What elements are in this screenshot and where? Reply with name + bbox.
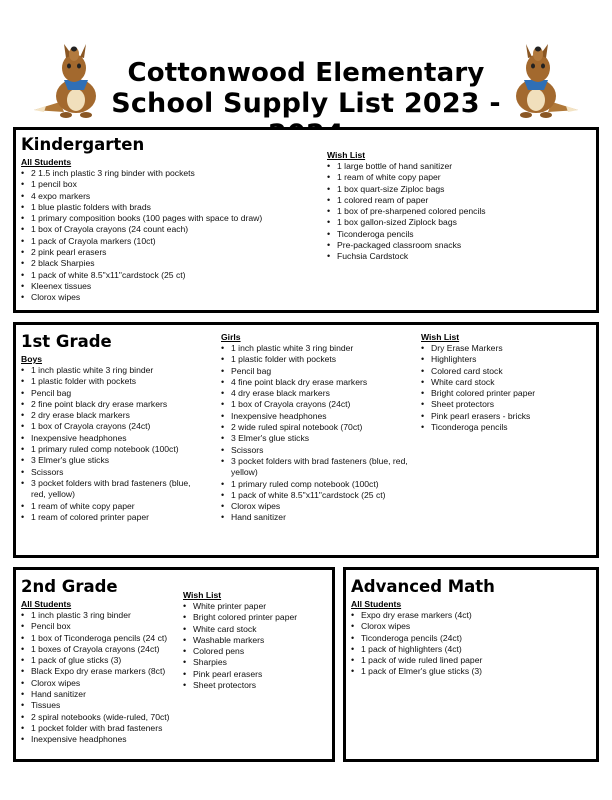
list-item: • 2 fine point black dry erase markers xyxy=(21,399,201,410)
list-item: • Tissues xyxy=(21,700,181,711)
list-item: • Clorox wipes xyxy=(21,678,181,689)
first-grade-girls-label: Girls xyxy=(221,332,241,342)
list-item: • Pencil bag xyxy=(21,388,201,399)
list-item: • 2 1.5 inch plastic 3 ring binder with pockets xyxy=(21,168,311,179)
list-item: • Scissors xyxy=(21,467,201,478)
list-item: • White printer paper xyxy=(183,601,331,612)
list-item: • Bright colored printer paper xyxy=(421,388,591,399)
list-item: • Clorox wipes xyxy=(21,292,311,303)
list-item: • Fuchsia Cardstock xyxy=(327,251,587,262)
list-item: • 2 spiral notebooks (wide-ruled, 70ct) xyxy=(21,712,181,723)
list-item: • 1 pack of white 8.5"x11"cardstock (25 ct) xyxy=(21,270,311,281)
advanced-math-section xyxy=(343,567,599,762)
list-item: • 2 black Sharpies xyxy=(21,258,311,269)
coyote-mascot-right xyxy=(500,38,582,120)
list-item: • 1 pencil box xyxy=(21,179,311,190)
list-item: • Inexpensive headphones xyxy=(21,433,201,444)
list-item: • 1 box of Ticonderoga pencils (24 ct) xyxy=(21,633,181,644)
list-item: • 1 boxes of Crayola crayons (24ct) xyxy=(21,644,181,655)
list-item: • Bright colored printer paper xyxy=(183,612,331,623)
list-item: • 1 inch plastic white 3 ring binder xyxy=(21,365,201,376)
second-grade-all-students-label: All Students xyxy=(21,599,72,609)
second-grade-section xyxy=(13,567,335,762)
list-item: • 1 pack of highlighters (4ct) xyxy=(351,644,591,655)
list-item: • Colored card stock xyxy=(421,366,591,377)
first-grade-girls-list xyxy=(221,343,409,524)
list-item: • Highlighters xyxy=(421,354,591,365)
list-item: • Colored pens xyxy=(183,646,331,657)
kindergarten-wish-list xyxy=(327,161,587,263)
list-item: • 4 expo markers xyxy=(21,191,311,202)
advanced-math-all-students-list xyxy=(351,610,591,678)
list-item: • 1 ream of colored printer paper xyxy=(21,512,201,523)
list-item: • 1 box of Crayola crayons (24 count each) xyxy=(21,224,311,235)
kindergarten-all-students-list xyxy=(21,168,311,304)
list-item: • 1 pocket folder with brad fasteners xyxy=(21,723,181,734)
list-item: • Sharpies xyxy=(183,657,331,668)
list-item: • 3 Elmer's glue sticks xyxy=(21,455,201,466)
kindergarten-wish-list-label: Wish List xyxy=(327,150,366,160)
kindergarten-heading: Kindergarten xyxy=(21,135,145,154)
list-item: • 4 fine point black dry erase markers xyxy=(221,377,409,388)
title-line-2: School Supply List 2023 - xyxy=(111,88,501,119)
list-item: • 1 pack of white 8.5"x11"cardstock (25 ct) xyxy=(221,490,409,501)
list-item: • 1 box of pre-sharpened colored pencils xyxy=(327,206,587,217)
list-item: • 1 pack of Elmer's glue sticks (3) xyxy=(351,666,591,677)
list-item: • Sheet protectors xyxy=(421,399,591,410)
list-item: • Kleenex tissues xyxy=(21,281,311,292)
first-grade-wish-list xyxy=(421,343,591,433)
list-item: • 1 primary ruled comp notebook (100ct) xyxy=(221,479,409,490)
list-item: • Pink pearl erasers xyxy=(183,669,331,680)
list-item: • 3 Elmer's glue sticks xyxy=(221,433,409,444)
list-item: • Ticonderoga pencils xyxy=(327,229,587,240)
list-item: • 1 large bottle of hand sanitizer xyxy=(327,161,587,172)
list-item: • 1 plastic folder with pockets xyxy=(221,354,409,365)
advanced-math-heading: Advanced Math xyxy=(351,577,495,596)
list-item: • Pencil bag xyxy=(221,366,409,377)
list-item: • Dry Erase Markers xyxy=(421,343,591,354)
list-item: • 1 box of Crayola crayons (24ct) xyxy=(21,421,201,432)
list-item: • Hand sanitizer xyxy=(21,689,181,700)
list-item: • Washable markers xyxy=(183,635,331,646)
second-grade-wish-list-label: Wish List xyxy=(183,590,222,600)
coyote-mascot-left xyxy=(30,38,112,120)
list-item: • 1 inch plastic 3 ring binder xyxy=(21,610,181,621)
advanced-math-all-students-label: All Students xyxy=(351,599,402,609)
list-item: • 1 ream of white copy paper xyxy=(327,172,587,183)
first-grade-boys-label: Boys xyxy=(21,354,43,364)
title-line-1: Cottonwood Elementary xyxy=(127,58,485,88)
list-item: • 1 box gallon-sized Ziplock bags xyxy=(327,217,587,228)
list-item: • Black Expo dry erase markers (8ct) xyxy=(21,666,181,677)
list-item: • Hand sanitizer xyxy=(221,512,409,523)
list-item: • 4 dry erase black markers xyxy=(221,388,409,399)
first-grade-heading: 1st Grade xyxy=(21,332,112,351)
kindergarten-section xyxy=(13,127,599,313)
list-item: • Clorox wipes xyxy=(351,621,591,632)
list-item: • 1 pack of Crayola markers (10ct) xyxy=(21,236,311,247)
list-item: • 2 dry erase black markers xyxy=(21,410,201,421)
kindergarten-all-students-label: All Students xyxy=(21,157,72,167)
list-item: • Inexpensive headphones xyxy=(221,411,409,422)
list-item: • Scissors xyxy=(221,445,409,456)
list-item: • Pink pearl erasers - bricks xyxy=(421,411,591,422)
list-item: • 1 pack of wide ruled lined paper xyxy=(351,655,591,666)
list-item: • 2 wide ruled spiral notebook (70ct) xyxy=(221,422,409,433)
first-grade-section xyxy=(13,322,599,558)
list-item: • 1 box of Crayola crayons (24ct) xyxy=(221,399,409,410)
list-item: • 1 colored ream of paper xyxy=(327,195,587,206)
list-item: • 2 pink pearl erasers xyxy=(21,247,311,258)
list-item: • 1 pack of glue sticks (3) xyxy=(21,655,181,666)
list-item: • 1 primary ruled comp notebook (100ct) xyxy=(21,444,201,455)
list-item: • White card stock xyxy=(421,377,591,388)
list-item: • 1 inch plastic white 3 ring binder xyxy=(221,343,409,354)
second-grade-heading: 2nd Grade xyxy=(21,577,118,596)
second-grade-all-students-list xyxy=(21,610,181,746)
list-item: • 1 box quart-size Ziploc bags xyxy=(327,184,587,195)
list-item: • 1 primary composition books (100 pages with space to draw) xyxy=(21,213,311,224)
list-item: • Sheet protectors xyxy=(183,680,331,691)
list-item: • Expo dry erase markers (4ct) xyxy=(351,610,591,621)
list-item: • Clorox wipes xyxy=(221,501,409,512)
first-grade-wish-list-label: Wish List xyxy=(421,332,460,342)
list-item: • White card stock xyxy=(183,624,331,635)
list-item: • Pencil box xyxy=(21,621,181,632)
list-item: • 1 plastic folder with pockets xyxy=(21,376,201,387)
list-item: • Ticonderoga pencils xyxy=(421,422,591,433)
list-item: • 3 pocket folders with brad fasteners (blue, red, yellow) xyxy=(21,478,201,501)
list-item: • Ticonderoga pencils (24ct) xyxy=(351,633,591,644)
list-item: • Pre-packaged classroom snacks xyxy=(327,240,587,251)
list-item: • 1 ream of white copy paper xyxy=(21,501,201,512)
list-item: • 1 blue plastic folders with brads xyxy=(21,202,311,213)
first-grade-boys-list xyxy=(21,365,201,523)
list-item: • 3 pocket folders with brad fasteners (blue, red, yellow) xyxy=(221,456,409,479)
second-grade-wish-list xyxy=(183,601,331,691)
list-item: • Inexpensive headphones xyxy=(21,734,181,745)
